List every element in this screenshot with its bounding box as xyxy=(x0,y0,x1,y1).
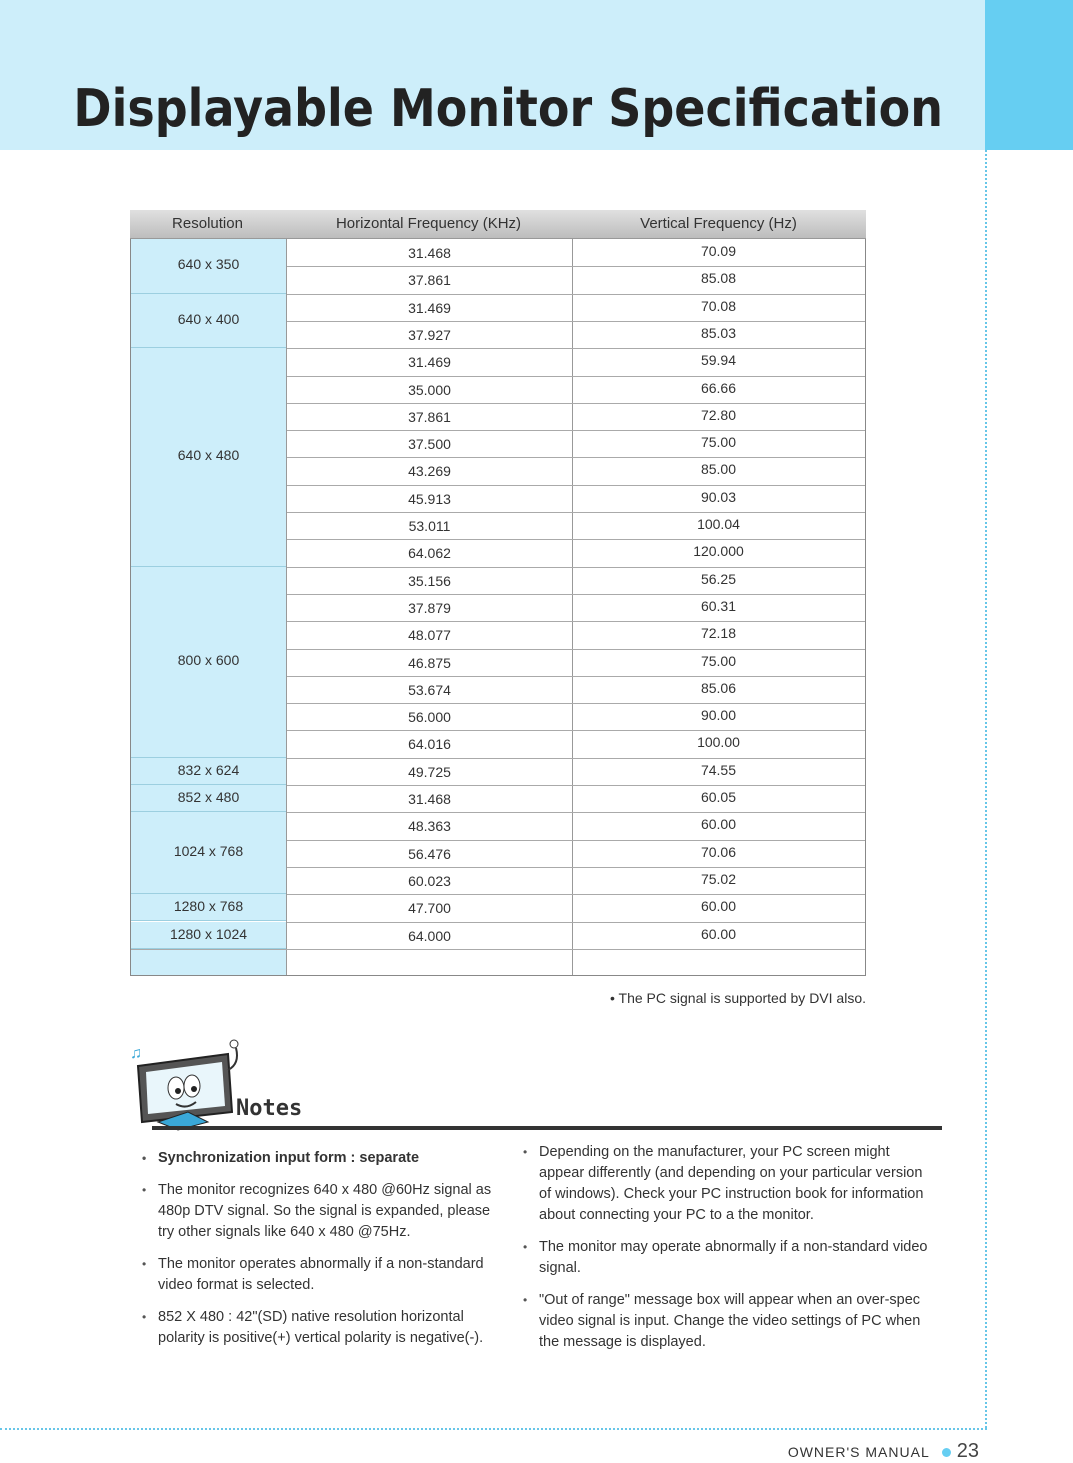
horizontal-frequency-cell: 60.023 xyxy=(408,872,451,889)
row-divider xyxy=(287,539,865,540)
page-number: 23 xyxy=(956,1440,979,1462)
row-divider xyxy=(287,703,865,704)
footer-label: OWNER'S MANUAL xyxy=(787,1444,930,1460)
horizontal-frequency-cell: 37.861 xyxy=(408,408,451,425)
horizontal-frequency-cell: 37.500 xyxy=(408,436,451,453)
empty-resolution-cell xyxy=(131,950,286,975)
row-divider xyxy=(287,676,865,677)
tv-mascot-icon xyxy=(128,1036,248,1132)
vertical-frequency-cell: 120.000 xyxy=(693,543,744,560)
row-divider xyxy=(287,730,865,731)
horizontal-frequency-cell: 56.476 xyxy=(408,845,451,862)
column-header-vertical: Vertical Frequency (Hz) xyxy=(640,215,797,232)
row-divider xyxy=(287,266,865,267)
horizontal-frequency-cell: 48.077 xyxy=(408,627,451,644)
row-divider xyxy=(287,403,865,404)
vertical-frequency-cell: 59.94 xyxy=(700,352,737,369)
vertical-frequency-cell: 72.80 xyxy=(700,406,737,423)
resolution-label: 1280 x 768 xyxy=(173,898,244,915)
resolution-label: 852 x 480 xyxy=(177,789,240,805)
notes-divider xyxy=(152,1126,942,1130)
vertical-frequency-cell: 60.00 xyxy=(700,816,737,833)
page-title: Displayable Monitor Specification xyxy=(73,78,943,139)
vertical-frequency-cell: 75.00 xyxy=(700,434,737,451)
vertical-frequency-cell: 74.55 xyxy=(700,761,737,778)
vertical-frequency-cell: 85.08 xyxy=(700,270,737,287)
row-divider xyxy=(287,485,865,486)
vertical-frequency-cell: 100.00 xyxy=(697,734,740,751)
vertical-frequency-cell: 72.18 xyxy=(700,625,737,642)
row-divider xyxy=(287,430,865,431)
notes-right-column xyxy=(523,1142,933,1364)
table-header xyxy=(130,210,866,239)
vertical-frequency-cell: 60.00 xyxy=(700,925,737,942)
notes-heading: Notes xyxy=(236,1096,303,1121)
vertical-frequency-cell: 56.25 xyxy=(700,570,737,587)
horizontal-frequency-cell: 35.000 xyxy=(408,381,451,398)
horizontal-frequency-cell: 48.363 xyxy=(408,818,451,835)
dvi-footnote: • The PC signal is supported by DVI also. xyxy=(610,990,866,1006)
vertical-frequency-cell: 70.06 xyxy=(700,843,737,860)
bottom-dotted-border xyxy=(0,1428,987,1430)
page-footer xyxy=(788,1440,979,1463)
notes-left-column xyxy=(142,1148,510,1360)
vertical-frequency-cell: 66.66 xyxy=(700,379,737,396)
resolution-label: 800 x 600 xyxy=(177,652,240,669)
row-divider xyxy=(287,785,865,786)
column-header-horizontal: Horizontal Frequency (KHz) xyxy=(335,215,522,232)
row-divider xyxy=(287,457,865,458)
horizontal-frequency-cell: 47.700 xyxy=(408,900,451,917)
horizontal-frequency-cell: 56.000 xyxy=(408,709,451,726)
row-divider xyxy=(287,348,865,349)
horizontal-frequency-cell: 31.469 xyxy=(408,299,451,316)
note-item: • The monitor may operate abnormally if a non-standard video signal. xyxy=(523,1237,933,1279)
vertical-frequency-cell: 90.03 xyxy=(700,488,737,505)
vertical-frequency-cell: 70.08 xyxy=(700,297,737,314)
horizontal-frequency-cell: 64.062 xyxy=(408,545,451,562)
row-divider xyxy=(287,294,865,295)
row-divider xyxy=(287,594,865,595)
vertical-frequency-cell: 60.31 xyxy=(700,597,737,614)
resolution-label: 640 x 400 xyxy=(177,310,240,327)
vertical-frequency-cell: 85.00 xyxy=(700,461,737,478)
horizontal-frequency-cell: 64.000 xyxy=(408,927,451,944)
resolution-label: 832 x 624 xyxy=(177,761,240,778)
horizontal-frequency-cell: 53.674 xyxy=(408,681,451,698)
horizontal-frequency-cell: 31.468 xyxy=(408,791,451,807)
resolution-label: 640 x 350 xyxy=(177,256,240,273)
horizontal-frequency-cell: 45.913 xyxy=(408,490,451,507)
vertical-frequency-cell: 90.00 xyxy=(700,707,737,724)
column-header-resolution: Resolution xyxy=(172,215,243,232)
row-divider xyxy=(287,512,865,513)
note-item: • "Out of range" message box will appear when an over-spec video signal is input. Change the video settings of PC when the message is displayed. xyxy=(523,1290,933,1353)
note-item: • 852 X 480 : 42"(SD) native resolution horizontal polarity is positive(+) vertical polarity is negative(-). xyxy=(142,1307,510,1349)
row-divider xyxy=(287,758,865,759)
horizontal-frequency-cell: 37.879 xyxy=(408,599,451,616)
resolution-label: 1024 x 768 xyxy=(173,843,244,860)
horizontal-frequency-cell: 53.011 xyxy=(408,518,451,534)
note-item: • The monitor recognizes 640 x 480 @60Hz signal as 480p DTV signal. So the signal is expanded, please try other signals like 640 x 480 @75Hz. xyxy=(142,1180,510,1243)
vertical-frequency-cell: 70.09 xyxy=(700,243,737,259)
header-tab xyxy=(985,0,1073,150)
vertical-frequency-cell: 85.03 xyxy=(700,324,737,341)
vertical-frequency-cell: 75.00 xyxy=(700,652,737,669)
horizontal-frequency-cell: 37.927 xyxy=(408,326,451,343)
row-divider xyxy=(287,321,865,322)
resolution-label: 1280 x 1024 xyxy=(169,925,248,942)
svg-text:♫: ♫ xyxy=(130,1045,142,1062)
row-divider xyxy=(287,867,865,868)
horizontal-frequency-cell: 64.016 xyxy=(408,736,451,753)
row-divider xyxy=(287,922,865,923)
note-item: • Synchronization input form : separate xyxy=(142,1148,510,1169)
horizontal-frequency-cell: 46.875 xyxy=(408,654,451,671)
horizontal-frequency-cell: 35.156 xyxy=(408,572,451,589)
row-divider xyxy=(287,567,865,568)
row-divider xyxy=(287,621,865,622)
vertical-frequency-cell: 100.04 xyxy=(697,516,740,532)
horizontal-frequency-cell: 37.861 xyxy=(408,272,451,289)
note-item: • Depending on the manufacturer, your PC screen might appear differently (and depending on your particular version of windows). Check your PC instruction book for information about connecting your PC to a the monitor. xyxy=(523,1142,933,1226)
right-dotted-border xyxy=(985,150,987,1428)
horizontal-frequency-cell: 43.269 xyxy=(408,463,451,480)
row-divider xyxy=(287,840,865,841)
row-divider xyxy=(287,812,865,813)
vertical-frequency-cell: 60.05 xyxy=(700,789,737,805)
note-item: • The monitor operates abnormally if a non-standard video format is selected. xyxy=(142,1254,510,1296)
vertical-frequency-cell: 60.00 xyxy=(700,898,737,915)
vertical-frequency-cell: 75.02 xyxy=(700,870,737,887)
horizontal-frequency-cell: 31.469 xyxy=(408,354,451,371)
horizontal-frequency-cell: 49.725 xyxy=(408,763,451,780)
row-divider xyxy=(287,649,865,650)
resolution-label: 640 x 480 xyxy=(177,447,240,464)
row-divider xyxy=(287,894,865,895)
horizontal-frequency-cell: 31.468 xyxy=(408,245,451,261)
table-body xyxy=(130,239,866,976)
vertical-frequency-cell: 85.06 xyxy=(700,679,737,696)
row-divider xyxy=(287,376,865,377)
footer-dot-icon xyxy=(942,1448,951,1457)
